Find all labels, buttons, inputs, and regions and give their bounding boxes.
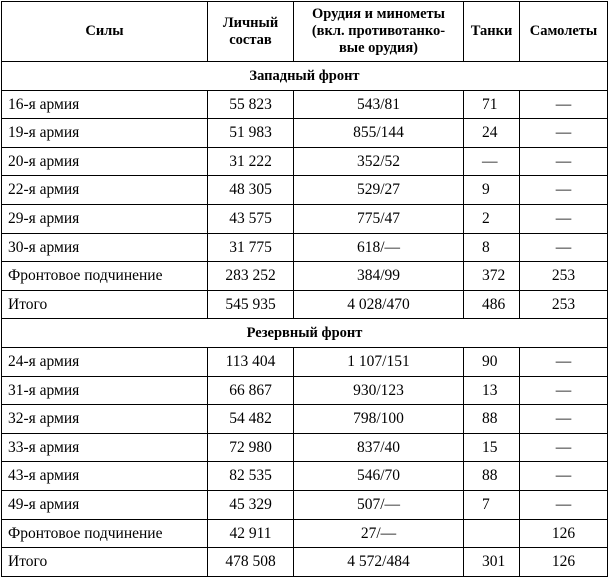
header-guns-line-3: вые орудия) xyxy=(338,39,419,56)
cell-personnel: 31 222 xyxy=(208,147,294,176)
table-body xyxy=(2,62,608,577)
cell-tanks: 372 xyxy=(464,262,520,291)
cell-aircraft: — xyxy=(520,147,608,176)
cell-aircraft: — xyxy=(520,233,608,262)
header-personnel-line-2: состав xyxy=(229,31,272,48)
cell-aircraft: 253 xyxy=(520,262,608,291)
cell-aircraft: — xyxy=(520,176,608,205)
cell-tanks: 24 xyxy=(464,119,520,148)
header-row xyxy=(2,2,608,62)
cell-tanks: 71 xyxy=(464,90,520,119)
table-row xyxy=(2,233,608,262)
cell-aircraft: — xyxy=(520,462,608,491)
table-row xyxy=(2,147,608,176)
cell-personnel: 66 867 xyxy=(208,376,294,405)
cell-tanks: 15 xyxy=(464,433,520,462)
table-row xyxy=(2,119,608,148)
cell-personnel: 51 983 xyxy=(208,119,294,148)
cell-personnel: 45 329 xyxy=(208,490,294,519)
cell-aircraft: — xyxy=(520,490,608,519)
cell-personnel: 42 911 xyxy=(208,519,294,548)
cell-tanks: 88 xyxy=(464,462,520,491)
cell-name: 43-я армия xyxy=(2,462,208,491)
cell-guns: 384/99 xyxy=(294,262,464,291)
cell-aircraft: — xyxy=(520,90,608,119)
cell-guns: 543/81 xyxy=(294,90,464,119)
cell-tanks: 90 xyxy=(464,347,520,376)
cell-tanks: 301 xyxy=(464,548,520,577)
header-aircraft-label: Самолеты xyxy=(529,23,598,40)
cell-name: 33-я армия xyxy=(2,433,208,462)
cell-guns: 837/40 xyxy=(294,433,464,462)
header-tanks xyxy=(464,2,520,62)
cell-personnel: 48 305 xyxy=(208,176,294,205)
table-row xyxy=(2,433,608,462)
cell-name: 49-я армия xyxy=(2,490,208,519)
cell-name: 30-я армия xyxy=(2,233,208,262)
header-personnel-line-1: Личный xyxy=(222,14,279,31)
cell-aircraft: — xyxy=(520,405,608,434)
cell-guns: 798/100 xyxy=(294,405,464,434)
cell-tanks: 8 xyxy=(464,233,520,262)
cell-aircraft: — xyxy=(520,204,608,233)
cell-name: Фронтовое подчинение xyxy=(2,519,208,548)
cell-guns: 775/47 xyxy=(294,204,464,233)
header-personnel xyxy=(208,2,294,62)
cell-guns: 1 107/151 xyxy=(294,347,464,376)
section-title: Западный фронт xyxy=(2,62,608,91)
forces-table xyxy=(1,1,608,577)
cell-tanks: 7 xyxy=(464,490,520,519)
cell-tanks: — xyxy=(464,147,520,176)
cell-guns: 27/— xyxy=(294,519,464,548)
cell-aircraft: — xyxy=(520,376,608,405)
table-row xyxy=(2,262,608,291)
table-row xyxy=(2,90,608,119)
cell-name: 16-я армия xyxy=(2,90,208,119)
cell-name: 31-я армия xyxy=(2,376,208,405)
cell-personnel: 283 252 xyxy=(208,262,294,291)
table-header xyxy=(2,2,608,62)
header-guns-line-2: (вкл. противотанко- xyxy=(311,23,446,40)
table-row xyxy=(2,347,608,376)
section-title: Резервный фронт xyxy=(2,319,608,348)
header-guns xyxy=(294,2,464,62)
cell-personnel: 31 775 xyxy=(208,233,294,262)
cell-aircraft: 126 xyxy=(520,519,608,548)
header-aircraft xyxy=(520,2,608,62)
cell-name: Фронтовое подчинение xyxy=(2,262,208,291)
cell-name: Итого xyxy=(2,290,208,319)
cell-aircraft: 126 xyxy=(520,548,608,577)
cell-tanks: 486 xyxy=(464,290,520,319)
cell-personnel: 478 508 xyxy=(208,548,294,577)
cell-name: 22-я армия xyxy=(2,176,208,205)
cell-guns: 4 572/484 xyxy=(294,548,464,577)
cell-aircraft: 253 xyxy=(520,290,608,319)
table-row xyxy=(2,290,608,319)
cell-aircraft: — xyxy=(520,433,608,462)
cell-guns: 352/52 xyxy=(294,147,464,176)
cell-name: 29-я армия xyxy=(2,204,208,233)
cell-name: Итого xyxy=(2,548,208,577)
cell-name: 20-я армия xyxy=(2,147,208,176)
cell-personnel: 43 575 xyxy=(208,204,294,233)
header-guns-line-1: Орудия и минометы xyxy=(312,6,445,23)
cell-guns: 4 028/470 xyxy=(294,290,464,319)
section-row xyxy=(2,62,608,91)
cell-personnel: 54 482 xyxy=(208,405,294,434)
cell-personnel: 113 404 xyxy=(208,347,294,376)
cell-personnel: 82 535 xyxy=(208,462,294,491)
section-row xyxy=(2,319,608,348)
cell-aircraft: — xyxy=(520,347,608,376)
cell-name: 19-я армия xyxy=(2,119,208,148)
cell-guns: 546/70 xyxy=(294,462,464,491)
cell-guns: 529/27 xyxy=(294,176,464,205)
header-forces-label: Силы xyxy=(85,23,124,40)
table-row xyxy=(2,204,608,233)
cell-tanks: 2 xyxy=(464,204,520,233)
table-row xyxy=(2,176,608,205)
cell-aircraft: — xyxy=(520,119,608,148)
table-row xyxy=(2,405,608,434)
cell-guns: 855/144 xyxy=(294,119,464,148)
cell-personnel: 72 980 xyxy=(208,433,294,462)
table-row xyxy=(2,519,608,548)
table-row xyxy=(2,376,608,405)
cell-guns: 507/— xyxy=(294,490,464,519)
cell-personnel: 55 823 xyxy=(208,90,294,119)
cell-name: 32-я армия xyxy=(2,405,208,434)
cell-tanks: 88 xyxy=(464,405,520,434)
cell-tanks: 13 xyxy=(464,376,520,405)
table-row xyxy=(2,490,608,519)
cell-guns: 618/— xyxy=(294,233,464,262)
cell-tanks xyxy=(464,519,520,548)
table-row xyxy=(2,462,608,491)
table-row xyxy=(2,548,608,577)
cell-name: 24-я армия xyxy=(2,347,208,376)
cell-guns: 930/123 xyxy=(294,376,464,405)
header-forces xyxy=(2,2,208,62)
cell-personnel: 545 935 xyxy=(208,290,294,319)
header-tanks-label: Танки xyxy=(470,23,513,40)
cell-tanks: 9 xyxy=(464,176,520,205)
